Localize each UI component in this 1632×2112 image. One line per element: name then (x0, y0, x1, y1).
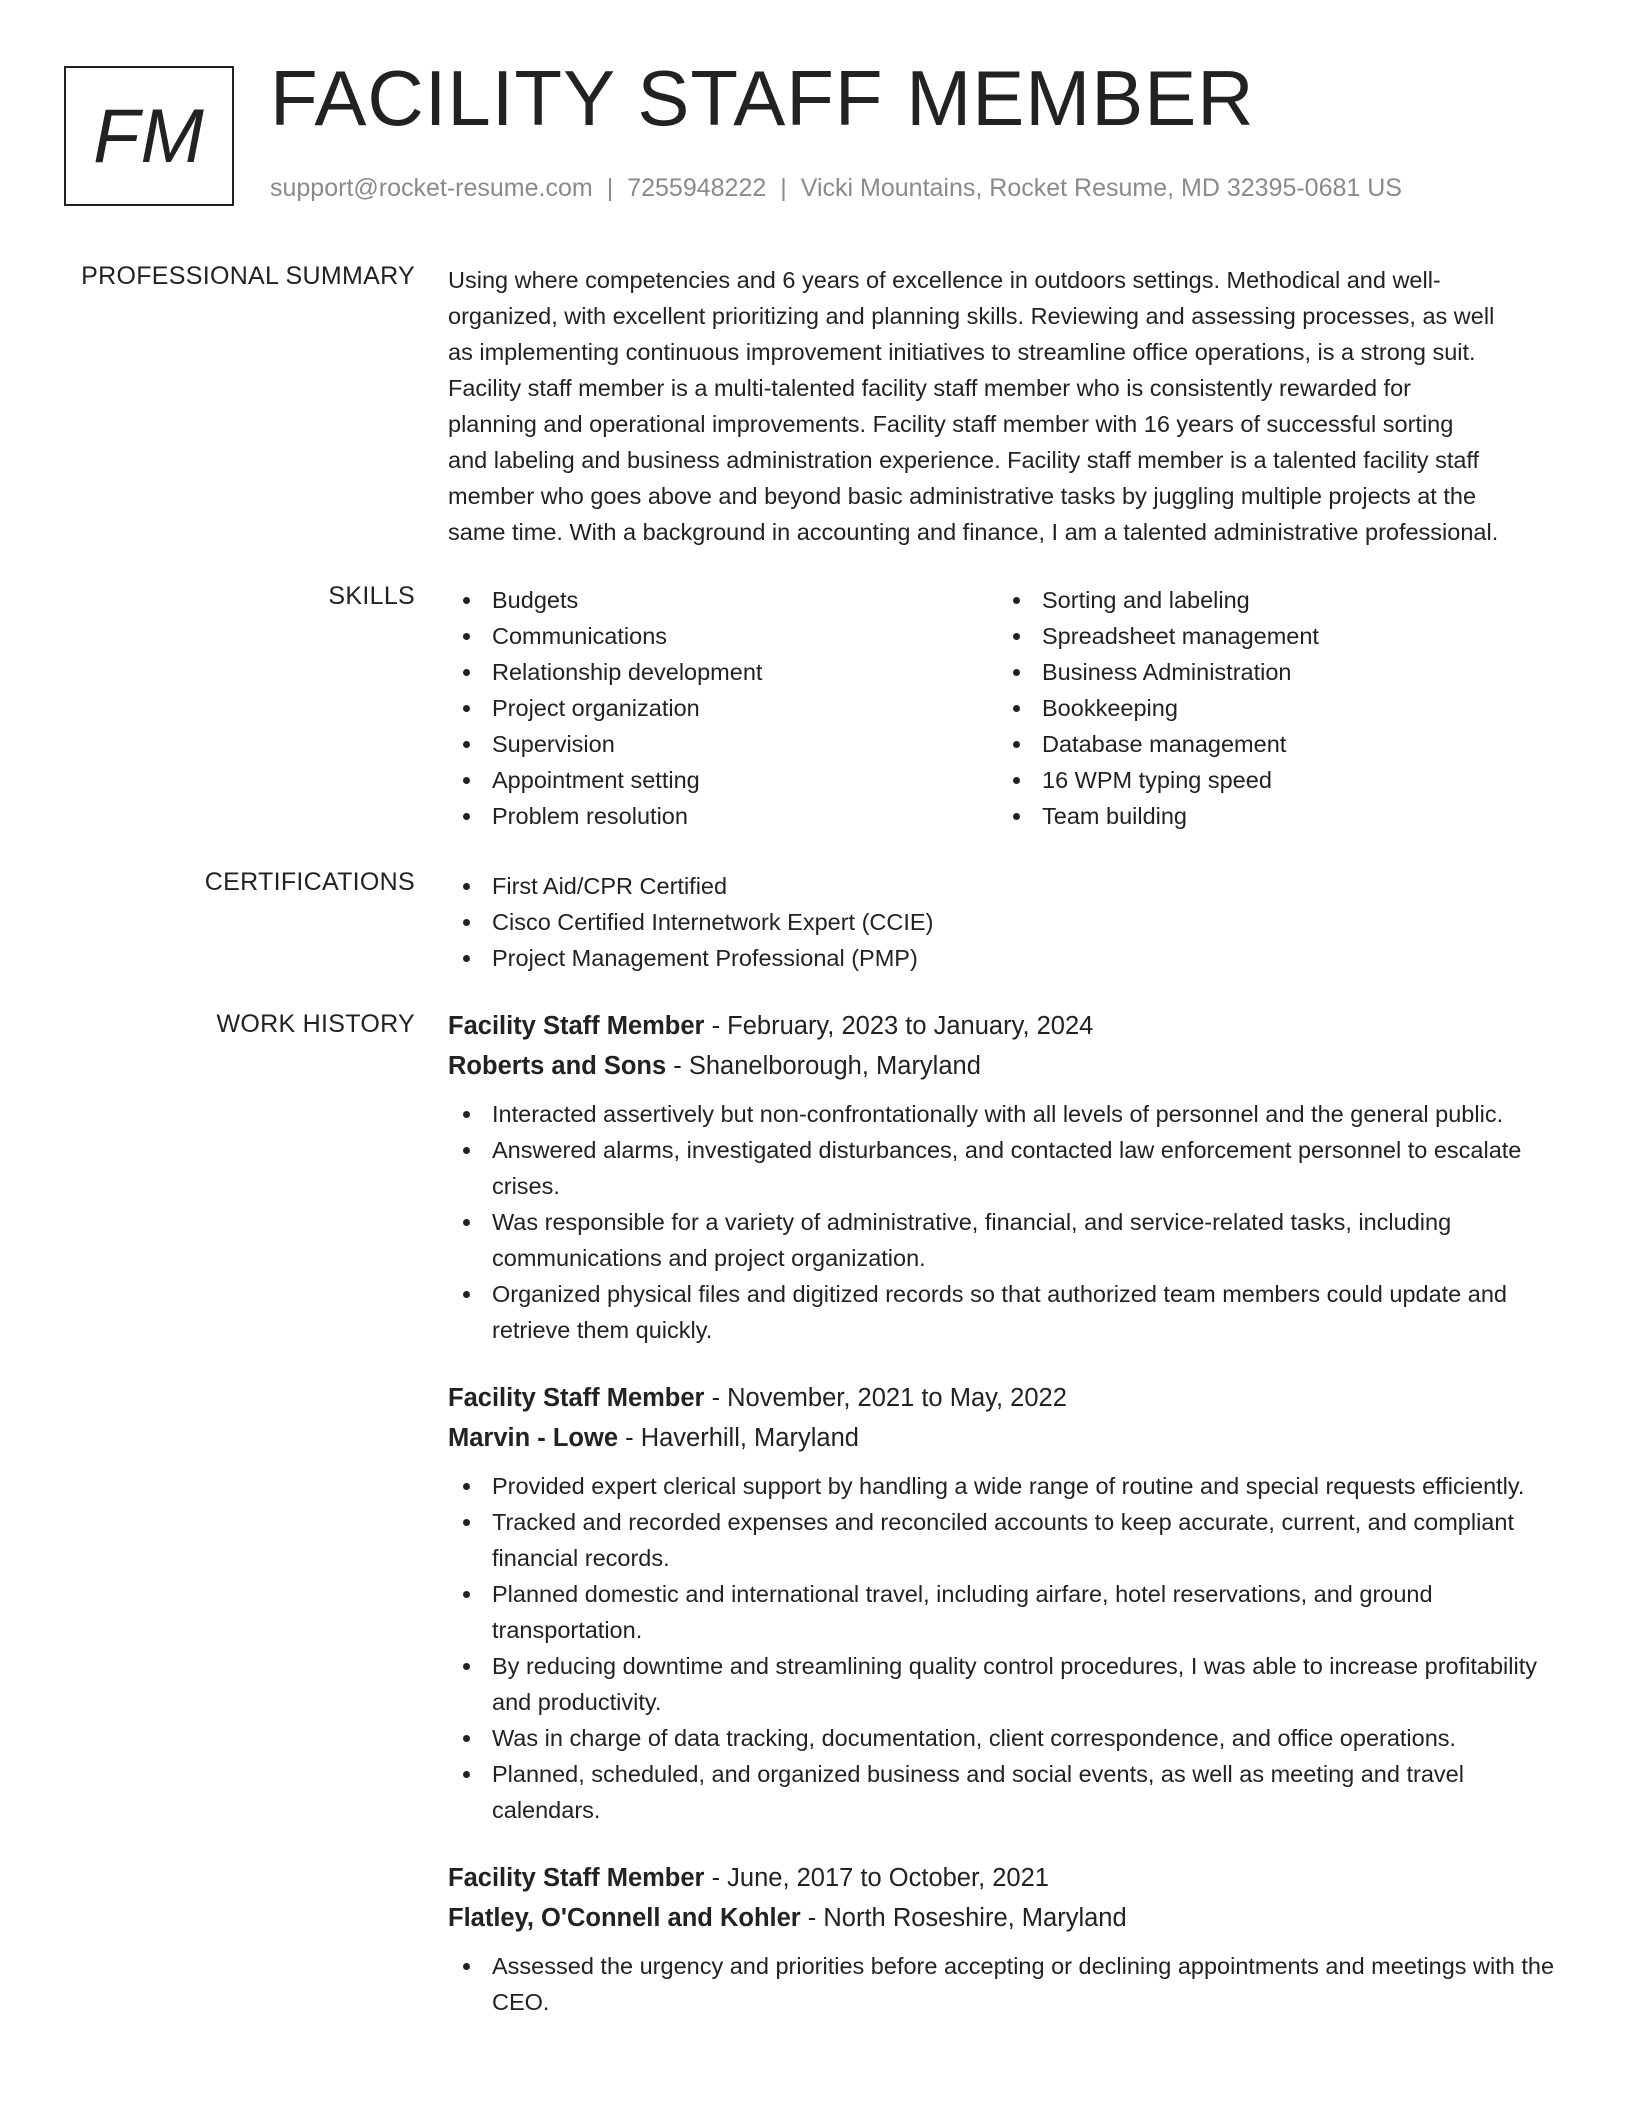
section-label-certifications: CERTIFICATIONS (204, 868, 415, 896)
summary-line: planning and operational improvements. Facility staff member with 16 years of successful sorting (448, 411, 1454, 437)
summary-line: Using where competencies and 6 years of excellence in outdoors settings. Methodical and well- (448, 267, 1441, 293)
list-item: Organized physical files and digitized records so that authorized team members could update and retrieve them quickly. (448, 1276, 1568, 1348)
summary-line: and labeling and business administration experience. Facility staff member is a talented facility staff (448, 447, 1480, 473)
page-title: FACILITY STAFF MEMBER (270, 54, 1255, 142)
job-employer-line (448, 1898, 1568, 1938)
work-history-list (448, 1006, 1568, 2050)
section-label-summary: PROFESSIONAL SUMMARY (81, 262, 415, 290)
separator: | (606, 174, 614, 202)
list-item: Was in charge of data tracking, documentation, client correspondence, and office operations. (448, 1720, 1568, 1756)
summary-line: member who goes above and beyond basic administrative tasks by juggling multiple projects at the (448, 483, 1477, 509)
list-item: Provided expert clerical support by handling a wide range of routine and special requests efficiently. (448, 1468, 1568, 1504)
job-bullets (448, 1096, 1568, 1348)
job-employer: Flatley, O'Connell and Kohler (448, 1904, 801, 1932)
list-item: First Aid/CPR Certified (448, 868, 1568, 904)
list-item: Planned domestic and international travel, including airfare, hotel reservations, and ground transportation. (448, 1576, 1568, 1648)
job-title-line (448, 1858, 1568, 1898)
job-title-line (448, 1378, 1568, 1418)
job-location: - Haverhill, Maryland (618, 1424, 859, 1452)
list-item: Sorting and labeling (998, 582, 1548, 618)
job-entry (448, 1006, 1568, 1348)
section-label-skills: SKILLS (328, 582, 415, 610)
list-item: Was responsible for a variety of administrative, financial, and service-related tasks, including communications and project organization. (448, 1204, 1568, 1276)
job-bullets (448, 1468, 1568, 1828)
list-item: Bookkeeping (998, 690, 1548, 726)
job-entry (448, 1858, 1568, 2020)
list-item: Project organization (448, 690, 998, 726)
section-label-work-history: WORK HISTORY (216, 1010, 415, 1038)
list-item: Database management (998, 726, 1548, 762)
summary-line: Facility staff member is a multi-talented facility staff member who is consistently rewarded for (448, 375, 1411, 401)
list-item: Cisco Certified Internetwork Expert (CCIE) (448, 904, 1568, 940)
list-item: Problem resolution (448, 798, 998, 834)
list-item: Project Management Professional (PMP) (448, 940, 1568, 976)
list-item: Assessed the urgency and priorities before accepting or declining appointments and meetings with the CEO. (448, 1948, 1568, 2020)
job-title: Facility Staff Member (448, 1012, 705, 1040)
list-item: Planned, scheduled, and organized business and social events, as well as meeting and travel calendars. (448, 1756, 1568, 1828)
list-item: Supervision (448, 726, 998, 762)
job-location: - Shanelborough, Maryland (666, 1052, 981, 1080)
list-item: By reducing downtime and streamlining quality control procedures, I was able to increase profitability and productivity. (448, 1648, 1568, 1720)
phone-number: 7255948222 (627, 174, 767, 202)
list-item: Team building (998, 798, 1548, 834)
list-item: Appointment setting (448, 762, 998, 798)
job-employer-line (448, 1418, 1568, 1458)
summary-line: as implementing continuous improvement initiatives to streamline office operations, is a strong suit. (448, 339, 1476, 365)
summary-line: same time. With a background in accounting and finance, I am a talented administrative professional. (448, 519, 1499, 545)
certifications-list (448, 868, 1568, 976)
list-item: 16 WPM typing speed (998, 762, 1548, 798)
job-bullets (448, 1948, 1568, 2020)
summary-text (448, 262, 1568, 550)
monogram-logo: FM (64, 66, 234, 206)
job-employer: Roberts and Sons (448, 1052, 667, 1080)
contact-line (270, 174, 1402, 203)
job-title: Facility Staff Member (448, 1384, 705, 1412)
separator: | (780, 174, 787, 202)
list-item: Tracked and recorded expenses and reconciled accounts to keep accurate, current, and compliant financial records. (448, 1504, 1568, 1576)
job-employer: Marvin - Lowe (448, 1424, 619, 1452)
summary-line: organized, with excellent prioritizing and planning skills. Reviewing and assessing processes, as well (448, 303, 1495, 329)
job-employer-line (448, 1046, 1568, 1086)
skills-column-left (448, 582, 998, 834)
job-dates: - June, 2017 to October, 2021 (704, 1864, 1049, 1892)
skills-column-right (998, 582, 1548, 834)
list-item: Relationship development (448, 654, 998, 690)
job-dates: - November, 2021 to May, 2022 (704, 1384, 1067, 1412)
skills-list (448, 582, 1568, 834)
email-link[interactable]: support@rocket-resume.com (270, 174, 593, 202)
list-item: Business Administration (998, 654, 1548, 690)
job-title: Facility Staff Member (448, 1864, 705, 1892)
list-item: Answered alarms, investigated disturbances, and contacted law enforcement personnel to escalate crises. (448, 1132, 1568, 1204)
list-item: Interacted assertively but non-confrontationally with all levels of personnel and the general public. (448, 1096, 1568, 1132)
job-title-line (448, 1006, 1568, 1046)
job-dates: - February, 2023 to January, 2024 (704, 1012, 1094, 1040)
list-item: Spreadsheet management (998, 618, 1548, 654)
job-entry (448, 1378, 1568, 1828)
job-location: - North Roseshire, Maryland (800, 1904, 1127, 1932)
list-item: Budgets (448, 582, 998, 618)
address: Vicki Mountains, Rocket Resume, MD 32395-0681 US (800, 174, 1402, 202)
list-item: Communications (448, 618, 998, 654)
